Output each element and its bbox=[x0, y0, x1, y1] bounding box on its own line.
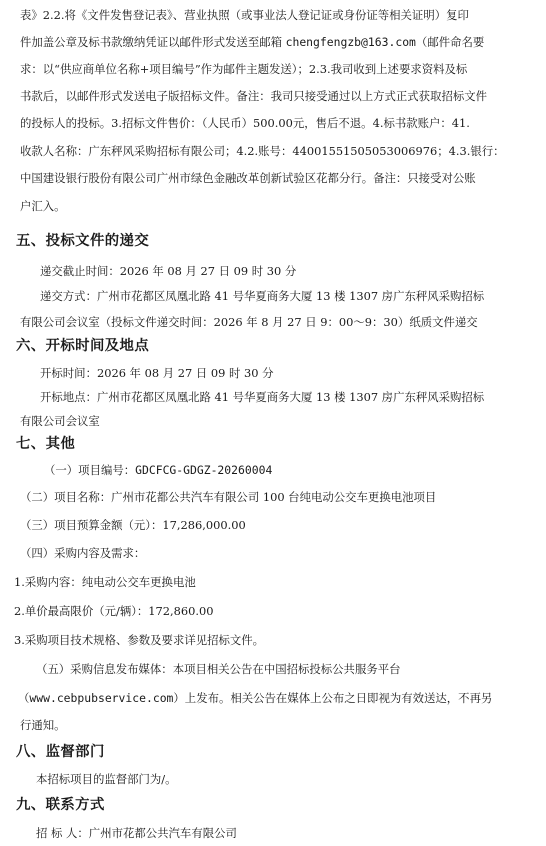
submission-deadline: 递交截止时间：2026 年 08 月 27 日 09 时 30 分 bbox=[40, 264, 297, 278]
project-code-label: （一）项目编号： bbox=[44, 463, 136, 477]
section-heading-contact: 九、联系方式 bbox=[16, 797, 105, 813]
paragraph-text: 件加盖公章及标书款缴纳凭证以邮件形式发送至邮箱 bbox=[20, 35, 286, 49]
submission-place-line: 递交方式：广州市花都区凤凰北路 41 号华夏商务大厦 13 楼 1307 房广东秤风采购招标 bbox=[40, 289, 485, 303]
section-heading-other: 七、其他 bbox=[16, 436, 76, 452]
section-heading-submission: 五、投标文件的递交 bbox=[16, 233, 150, 249]
paragraph-line: 求：以“供应商单位名称+项目编号”作为邮件主题发送）；2.3.我司收到上述要求资料及标 bbox=[20, 62, 468, 76]
paragraph-line: 表》2.2.将《文件发售登记表》、营业执照（或事业法人登记证或身份证等相关证明）复印 bbox=[20, 8, 469, 22]
project-budget: （三）项目预算金额（元）：17,286,000.00 bbox=[20, 518, 246, 532]
project-code-line bbox=[44, 462, 272, 478]
opening-place-line: 有限公司会议室 bbox=[20, 414, 100, 428]
media-url: （www.cebpubservice.com） bbox=[18, 691, 185, 705]
tenderer-line: 招 标 人：广州市花都公共汽车有限公司 bbox=[36, 826, 237, 840]
section-heading-supervision: 八、监督部门 bbox=[16, 744, 105, 760]
requirement-item: 1.采购内容：纯电动公交车更换电池 bbox=[14, 575, 196, 589]
procurement-content-heading: （四）采购内容及需求： bbox=[20, 546, 146, 560]
paragraph-line: 的投标人的投标。3.招标文件售价：（人民币）500.00元，售后不退。4.标书款账户：41. bbox=[20, 116, 470, 130]
project-code: GDCFCG-GDGZ-20260004 bbox=[135, 463, 273, 477]
media-line bbox=[18, 690, 492, 706]
opening-place-line: 开标地点：广州市花都区凤凰北路 41 号华夏商务大厦 13 楼 1307 房广东秤风采购招标 bbox=[40, 390, 485, 404]
paragraph-line: 中国建设银行股份有限公司广州市绿色金融改革创新试验区花都分行。备注：只接受对公账 bbox=[20, 171, 476, 185]
paragraph-line: 书款后，以邮件形式发送电子版招标文件。备注：我司只接受通过以上方式正式获取招标文件 bbox=[20, 89, 488, 103]
media-text: 上发布。相关公告在媒体上公布之日即视为有效送达，不再另 bbox=[184, 691, 493, 705]
paragraph-line bbox=[20, 34, 484, 50]
requirement-item: 2.单价最高限价（元/辆）：172,860.00 bbox=[14, 604, 214, 618]
media-line: （五）采购信息发布媒体：本项目相关公告在中国招标投标公共服务平台 bbox=[36, 662, 401, 676]
paragraph-text: （邮件命名要 bbox=[415, 35, 485, 49]
supervision-text: 本招标项目的监督部门为/。 bbox=[36, 772, 177, 786]
submission-place-line: 有限公司会议室（投标文件递交时间：2026 年 8 月 27 日 9：00～9：30）纸质文件递交 bbox=[20, 315, 478, 329]
project-name: （二）项目名称：广州市花都公共汽车有限公司 100 台纯电动公交车更换电池项目 bbox=[20, 490, 437, 504]
email-address: chengfengzb@163.com bbox=[285, 35, 416, 49]
media-line: 行通知。 bbox=[20, 718, 66, 732]
section-heading-opening: 六、开标时间及地点 bbox=[16, 338, 150, 354]
paragraph-line: 收款人名称：广东秤风采购招标有限公司；4.2.账号：44001551505053006976；4.3.银行： bbox=[20, 144, 505, 158]
opening-time: 开标时间：2026 年 08 月 27 日 09 时 30 分 bbox=[40, 366, 274, 380]
paragraph-line: 户汇入。 bbox=[20, 199, 66, 213]
requirement-item: 3.采购项目技术规格、参数及要求详见招标文件。 bbox=[14, 633, 265, 647]
